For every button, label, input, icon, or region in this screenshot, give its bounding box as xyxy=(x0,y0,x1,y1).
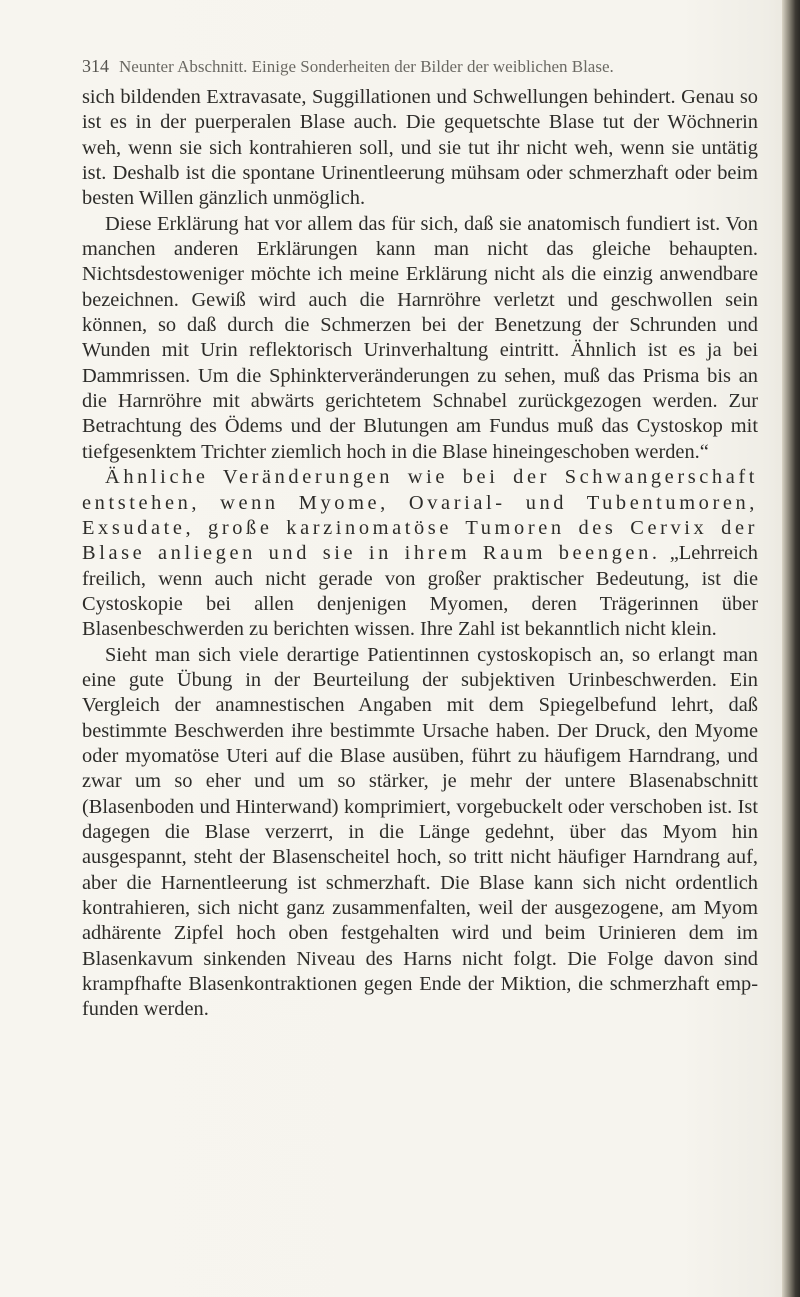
paragraph-4: Sieht man sich viele derartige Patientinnen cystoskopisch an, so erlangt man eine gute Übung in der Beurteilung der subjektiven Urinbeschwerden. Ein Vergleich der anamnestischen Angaben mit dem Spiegelbefund lehrt, daß bestimmte Beschwerden ihre bestimmte Ursache haben. Der Druck, den Myome oder myomatöse Uteri auf die Blase ausüben, führt zu häufigem Harndrang, und zwar um so eher und um so stärker, je mehr der untere Blasenabschnitt (Blasenboden und Hinterwand) komprimiert, vorgebuckelt oder verschoben ist. Ist dagegen die Blase verzerrt, in die Länge gedehnt, über das Myom hin ausgespannt, steht der Blasenscheitel hoch, so tritt nicht häufiger Harndrang auf, aber die Harnentleerung ist schmerzhaft. Die Blase kann sich nicht ordentlich kontrahieren, sich nicht ganz zusammenfalten, weil der ausgezogene, am Myom adhärente Zipfel hoch oben festgehalten wird und beim Urinieren dem im Blasenkavum sinkenden Niveau des Harns nicht folgt. Die Folge davon sind krampfhafte Blasenkontraktionen gegen Ende der Miktion, die schmerzhaft empfunden werden. xyxy=(82,643,758,1021)
paragraph-2: Diese Erklärung hat vor allem das für sich, daß sie anatomisch fundiert ist. Von manchen anderen Erklärungen kann man nicht das gleiche behaupten. Nichtsdestoweniger möchte ich meine Erklärung nicht als die einzig anwendbare bezeichnen. Gewiß wird auch die Harnröhre verletzt und geschwollen sein können, so daß durch die Schmerzen bei der Benetzung der Schrunden und Wunden mit Urin reflektorisch Urinverhaltung eintritt. Ähnlich ist es ja bei Dammrissen. Um die Sphinkterveränderungen zu sehen, muß das Prisma bis an die Harnröhre mit abwärts gerichtetem Schnabel zurückgezogen werden. Zur Betrachtung des Ödems und der Blutungen am Fundus muß das Cystoskop mit tiefgesenktem Trichter ziemlich hoch in die Blase hineingeschoben werden.“ xyxy=(82,212,758,463)
binding-edge xyxy=(782,0,800,1297)
page-number: 314 xyxy=(82,56,109,76)
spaced-emphasis: Ähnliche Veränderungen wie bei der Schwangerschaft entstehen, wenn Myome, Ovarial- und Tubentumoren, Exsudate, große karzinomatöse Tumoren des Cervix der Blase anliegen und sie in ihrem Raum beengen. xyxy=(82,466,758,565)
paragraph-3-text: „Lehrreich freilich, wenn auch nicht gerade von großer praktischer Bedeutung, ist die Cystoskopie bei allen denjenigen Myomen, deren Trägerinnen über Blasenbeschwerden zu berichten wissen. Ihre Zahl ist bekanntlich nicht klein. xyxy=(82,542,758,641)
paragraph-1: sich bildenden Extravasate, Suggillationen und Schwellungen behindert. Genau so ist es in der puerperalen Blase auch. Die gequetschte Blase tut der Wöchnerin weh, wenn sie sich kontrahieren soll, und sie tut ihr nicht weh, wenn sie untätig ist. Deshalb ist die spontane Urinentleerung mühsam oder schmerzhaft oder beim besten Willen gänzlich unmöglich. xyxy=(82,86,758,210)
page-header xyxy=(82,56,722,77)
paragraph-3 xyxy=(82,465,758,642)
running-title: Neunter Abschnitt. Einige Sonderheiten der Bilder der weiblichen Blase. xyxy=(119,57,614,76)
body-text xyxy=(82,85,758,1023)
